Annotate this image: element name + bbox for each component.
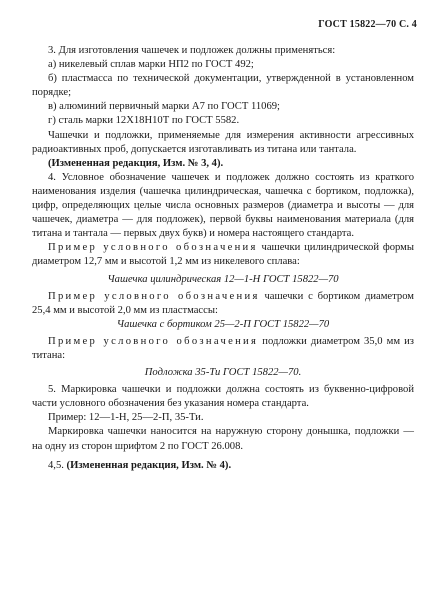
document-body (32, 44, 414, 473)
example-3-designation: Подложка 35-Ти ГОСТ 15822—70. (144, 367, 302, 379)
example-3-paragraph (32, 335, 414, 363)
list-item-a: а) никелевый сплав марки НП2 по ГОСТ 492; (48, 59, 254, 71)
section-3-note: Чашечки и подложки, применяемые для измерения активности агрессивных радиоактивных проб, допускается изготавливать из титана или тантала. (32, 129, 414, 155)
list-item-g: г) сталь марки 12Х18Н10Т по ГОСТ 5582. (48, 115, 240, 127)
example-2-paragraph (32, 290, 414, 318)
list-item-b: б) пластмасса по технической документации, утвержденной в установленном порядке; (32, 73, 414, 99)
list-item-v: в) алюминий первичный марки А7 по ГОСТ 11069; (48, 101, 281, 113)
example-1-rest: чашечки цилиндрической формы диаметром 12,7 мм и высотой 1,2 мм из никелевого сплава: (32, 242, 414, 268)
section-4-text: 4. Условное обозначение чашечек и подложек должно состоять из краткого наименования изделия (чашечка цилиндрическая, чашечка с бортиком, подложка), цифр, определяющих целые числа основных размеров (диаметра и высоты — для чашечек, диаметра — для подложек), первой буквы наименования материала (для титана и тантала — первых двух букв) и номера настоящего стандарта. (32, 171, 414, 240)
revision-note-3-4: (Измененная редакция, Изм. № 3, 4). (48, 157, 224, 169)
section-5-text: 5. Маркировка чашечки и подложки должна состоять из буквенно-цифровой части условного обозначения без указания номера стандарта. (32, 384, 414, 410)
example-1-designation: Чашечка цилиндрическая 12—1-Н ГОСТ 15822—70 (107, 273, 339, 285)
example-2-lead: Пример условного обозначения (48, 290, 260, 302)
example-1-paragraph (32, 241, 414, 269)
revision-text: (Измененная редакция, Изм. № 4). (66, 459, 232, 471)
section-3-intro: 3. Для изготовления чашечек и подложек должны применяться: (48, 45, 336, 56)
page-header: ГОСТ 15822—70 С. 4 (318, 19, 417, 30)
example-3-rest: подложки диаметром 35,0 мм из титана: (32, 335, 414, 361)
section-5-example: Пример: 12—1-Н, 25—2-П, 35-Ти. (48, 412, 204, 424)
example-3-lead: Пример условного обозначения (48, 335, 259, 347)
example-1-lead: Пример условного обозначения (48, 242, 258, 254)
example-2-designation: Чашечка с бортиком 25—2-П ГОСТ 15822—70 (116, 318, 330, 330)
revision-prefix: 4,5. (48, 459, 67, 471)
example-2-rest: чашечки с бортиком диаметром 25,4 мм и высотой 2,0 мм из пластмассы: (32, 290, 414, 316)
section-5-marking: Маркировка чашечки наносится на наружную сторону донышка, подложки — на одну из сторон шрифтом 2 по ГОСТ 26.008. (32, 426, 414, 452)
revision-note-4-5 (32, 459, 414, 473)
